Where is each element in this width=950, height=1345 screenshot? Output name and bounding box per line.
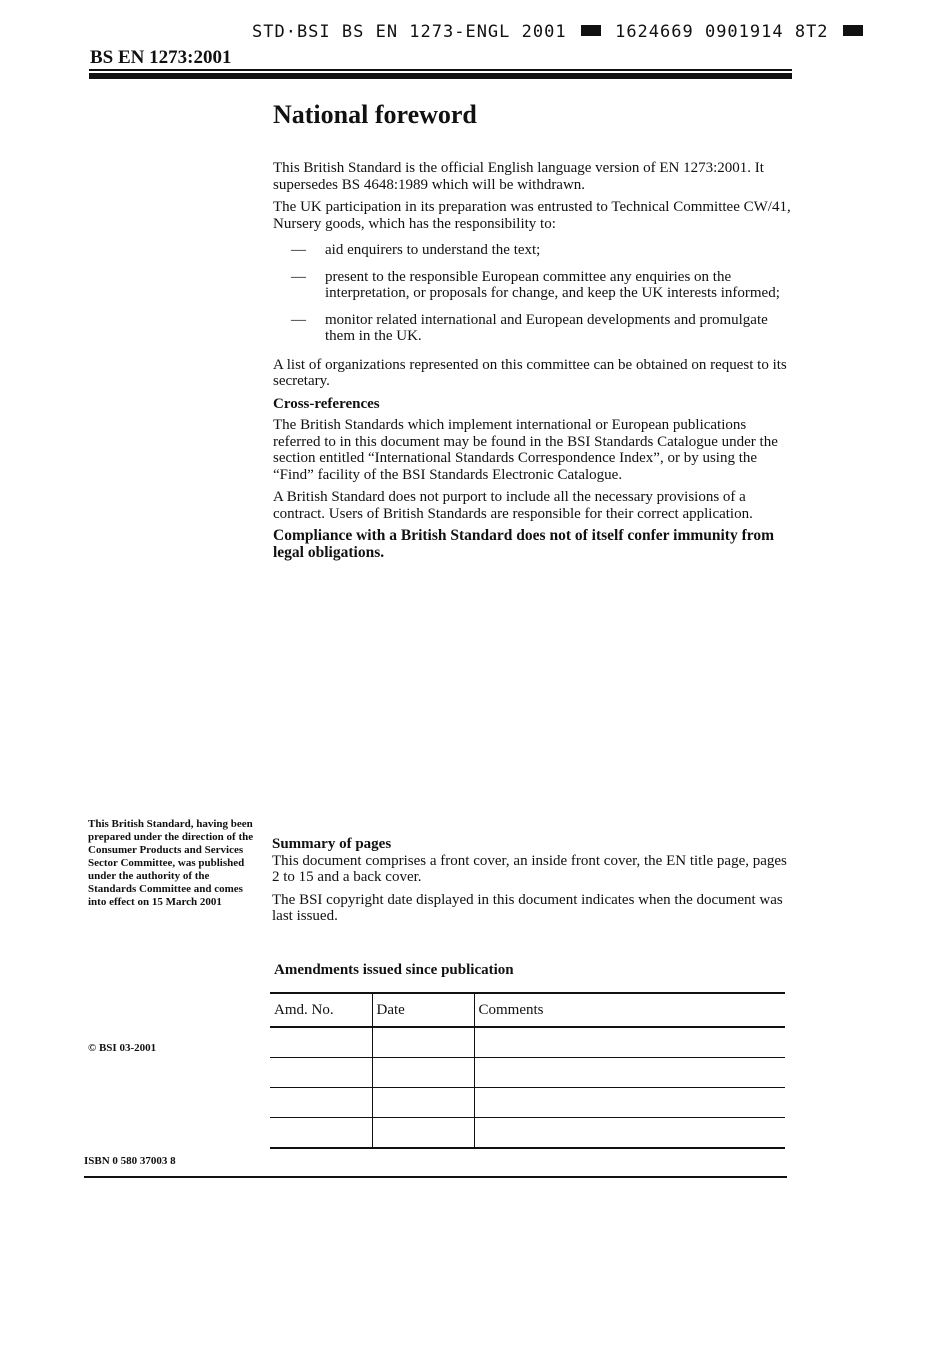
table-row <box>270 1027 785 1058</box>
table-cell <box>474 1088 785 1118</box>
column-header-date: Date <box>372 993 474 1027</box>
paragraph-organizations: A list of organizations represented on this committee can be obtained on request to its secretary. <box>273 356 787 389</box>
table-cell <box>372 1058 474 1088</box>
copyright-date-note: The BSI copyright date displayed in this document indicates when the document was last issued. <box>272 891 783 924</box>
list-item <box>273 312 793 345</box>
list-item <box>273 269 793 302</box>
dash-bullet: — <box>291 268 306 285</box>
dash-bullet: — <box>291 242 306 258</box>
header-rule-thick <box>89 73 792 79</box>
footer-rule <box>84 1176 787 1178</box>
table-cell <box>372 1118 474 1149</box>
paragraph-uk-participation: The UK participation in its preparation was entrusted to Technical Committee CW/41, Nursery goods, which has the responsibility to: <box>273 199 791 232</box>
page-title: National foreword <box>273 100 477 129</box>
dash-bullet: — <box>291 311 306 328</box>
foreword-body <box>273 160 793 567</box>
list-item-text: present to the responsible European committee any enquiries on the interpretation, or proposals for change, and keep the UK interests informed; <box>325 268 780 301</box>
column-header-amd-no: Amd. No. <box>270 993 372 1027</box>
table-cell <box>474 1027 785 1058</box>
paragraph-crossref: The British Standards which implement international or European publications referred to in this document may be found in the BSI Standards Catalogue under the section entitled “International Standards Correspondence Index”, or by using the “Find” facility of the BSI Standards Electronic Catalogue. <box>273 417 778 483</box>
table-cell <box>474 1058 785 1088</box>
paragraph-official-version: This British Standard is the official English language version of EN 1273:2001. It supersedes BS 4648:1989 which will be withdrawn. <box>273 160 764 193</box>
summary-heading: Summary of pages <box>272 836 392 852</box>
amendments-title: Amendments issued since publication <box>274 962 514 978</box>
copyright-notice: © BSI 03-2001 <box>88 1042 157 1054</box>
responsibility-list <box>273 242 793 345</box>
summary-text: This document comprises a front cover, an inside front cover, the EN title page, pages 2 to 15 and a back cover. <box>272 852 787 885</box>
paragraph-contract: A British Standard does not purport to include all the necessary provisions of a contract. Users of British Standards are responsible for their correct application. <box>273 489 753 522</box>
table-row <box>270 1118 785 1149</box>
summary-section <box>272 836 792 931</box>
crossref-heading: Cross-references <box>273 395 380 412</box>
table-cell <box>372 1027 474 1058</box>
list-item-text: monitor related international and European developments and promulgate them in the UK. <box>325 311 768 344</box>
table-cell <box>372 1088 474 1118</box>
table-row <box>270 1088 785 1118</box>
document-code-line <box>252 22 866 42</box>
header-document-id: BS EN 1273:2001 <box>90 47 232 68</box>
table-cell <box>270 1027 372 1058</box>
table-row <box>270 1058 785 1088</box>
document-code-part-2: 1624669 0901914 8T2 <box>615 22 829 42</box>
compliance-statement: Compliance with a British Standard does not of itself confer immunity from legal obligations. <box>273 527 775 561</box>
black-block-mark <box>843 25 863 36</box>
table-cell <box>474 1118 785 1149</box>
table-cell <box>270 1088 372 1118</box>
header-rule-thin <box>89 69 792 71</box>
document-code-part-1: STD·BSI BS EN 1273-ENGL 2001 <box>252 22 567 42</box>
amendments-table <box>270 992 785 1149</box>
isbn-number: ISBN 0 580 37003 8 <box>84 1155 176 1167</box>
table-cell <box>270 1058 372 1088</box>
black-block-mark <box>581 25 601 36</box>
publication-sidenote: This British Standard, having been prepared under the direction of the Consumer Products and Services Sector Committee, was published under the authority of the Standards Committee and comes into effect on 15 March 2001 <box>88 818 254 908</box>
table-cell <box>270 1118 372 1149</box>
column-header-comments: Comments <box>474 993 785 1027</box>
list-item <box>273 242 793 259</box>
list-item-text: aid enquirers to understand the text; <box>325 242 541 258</box>
table-header-row <box>270 993 785 1027</box>
